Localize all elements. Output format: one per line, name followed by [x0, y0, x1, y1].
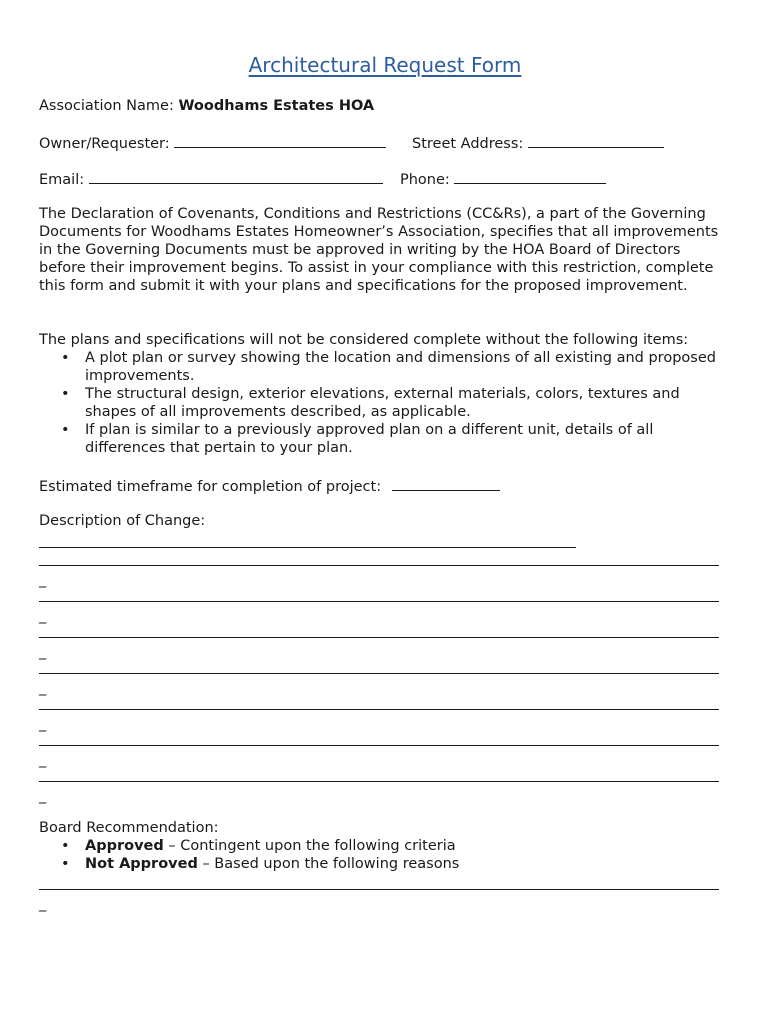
- phone-row: [400, 169, 606, 189]
- line-continuation: _: [39, 752, 47, 768]
- description-line[interactable]: [39, 745, 719, 746]
- description-label: Description of Change:: [39, 513, 206, 529]
- owner-row: [39, 133, 386, 153]
- board-heading: Board Recommendation:: [39, 820, 219, 836]
- owner-label: Owner/Requester:: [39, 136, 170, 152]
- approved-text: – Contingent upon the following criteria: [163, 838, 456, 854]
- intro-paragraph: The Declaration of Covenants, Conditions and Restrictions (CC&Rs), a part of the Governing Documents for Woodhams Estates Homeowner’s Association, specifies that all improvements in the Governing Documents must be approved in writing by the HOA Board of Directors before their improvement begins. To assist in your compliance with this restriction, complete this form and submit it with your plans and specifications for the proposed improvement.: [39, 206, 719, 294]
- not-approved-text: – Based upon the following reasons: [197, 856, 460, 872]
- description-line[interactable]: [39, 547, 576, 548]
- page-title: Architectural Request Form: [248, 53, 522, 77]
- owner-field[interactable]: [174, 133, 386, 148]
- approved-item: [39, 837, 729, 855]
- description-line[interactable]: [39, 601, 719, 602]
- requirement-item: [39, 385, 729, 421]
- requirements-section: [39, 331, 729, 457]
- street-label: Street Address:: [412, 136, 524, 152]
- not-approved-label: Not Approved: [85, 856, 198, 872]
- requirement-item: [39, 349, 729, 385]
- timeframe-row: [39, 476, 500, 496]
- description-line[interactable]: [39, 637, 719, 638]
- line-continuation: _: [39, 896, 47, 912]
- line-continuation: _: [39, 680, 47, 696]
- timeframe-label: Estimated timeframe for completion of project:: [39, 479, 382, 495]
- association-label: Association Name:: [39, 98, 174, 114]
- line-continuation: _: [39, 572, 47, 588]
- bullet-icon: •: [61, 838, 70, 854]
- street-row: [412, 133, 664, 153]
- bullet-icon: •: [61, 386, 70, 402]
- street-field[interactable]: [528, 133, 664, 148]
- line-continuation: _: [39, 716, 47, 732]
- bullet-icon: •: [61, 856, 70, 872]
- board-section: [39, 819, 729, 873]
- line-continuation: _: [39, 788, 47, 804]
- email-field[interactable]: [89, 169, 383, 184]
- bullet-icon: •: [61, 350, 70, 366]
- description-line[interactable]: [39, 781, 719, 782]
- requirements-heading: The plans and specifications will not be considered complete without the following items:: [39, 332, 689, 348]
- not-approved-item: [39, 855, 729, 873]
- association-row: [39, 97, 374, 115]
- line-continuation: _: [39, 608, 47, 624]
- description-line[interactable]: [39, 565, 719, 566]
- requirement-text: A plot plan or survey showing the location and dimensions of all existing and proposed improvements.: [85, 350, 716, 384]
- email-label: Email:: [39, 172, 85, 188]
- line-continuation: _: [39, 644, 47, 660]
- phone-field[interactable]: [454, 169, 606, 184]
- phone-label: Phone:: [400, 172, 450, 188]
- bullet-icon: •: [61, 422, 70, 438]
- requirement-text: The structural design, exterior elevations, external materials, colors, textures and shapes of all improvements described, as applicable.: [85, 386, 680, 420]
- timeframe-field[interactable]: [392, 476, 500, 491]
- description-line[interactable]: [39, 709, 719, 710]
- association-value: Woodhams Estates HOA: [178, 98, 375, 114]
- board-reason-line[interactable]: [39, 889, 719, 890]
- description-line[interactable]: [39, 673, 719, 674]
- requirement-item: [39, 421, 729, 457]
- requirement-text: If plan is similar to a previously approved plan on a different unit, details of all differences that pertain to your plan.: [85, 422, 654, 456]
- email-row: [39, 169, 383, 189]
- approved-label: Approved: [85, 838, 164, 854]
